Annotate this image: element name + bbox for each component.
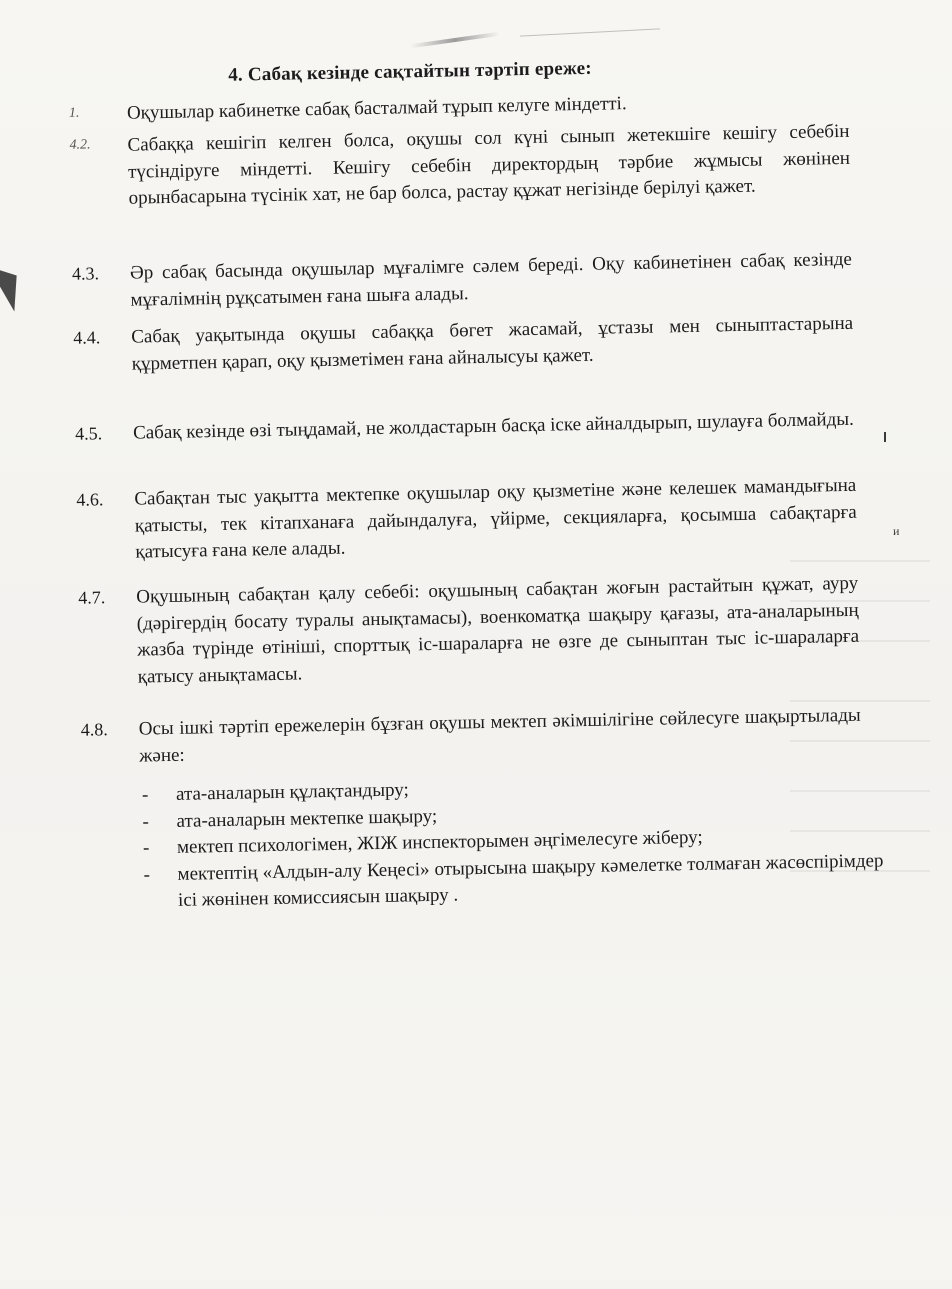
bullet-dash: - <box>142 837 150 859</box>
list-item <box>69 119 850 214</box>
bullet-dash: - <box>141 784 149 806</box>
item-number: 1. <box>68 105 80 121</box>
list-item <box>75 407 855 449</box>
sub-item-text: ата-аналарын құлақтандыру; <box>175 779 409 805</box>
item-text: Сабақтан тыс уақытта мектепке оқушылар оқу қызметіне және келешек мамандығына қатысты, тек кітапханаға дайындалуға, үйірме, секцияларға, қосымша сабақтарға қатысуға ғана келе алады. <box>134 474 857 563</box>
item-text: Оқушының сабақтан қалу себебі: оқушының сабақтан жоғын растайтын құжат, ауру (дәрігердің босату туралы анықтамасы), военкоматқа шақыру қағазы, ата-аналарының жазба түрінде өтініші, спорттық іс-шараларға не өзге де сыныптан тыс іс-шараларға қатысу анықтамасы. <box>136 572 860 688</box>
item-text: Сабақ кезінде өзі тыңдамай, не жолдастарын басқа іске айналдырып, шулауға болмайды. <box>132 408 854 444</box>
sub-list <box>142 768 884 915</box>
item-number: 4.2. <box>69 137 91 153</box>
list-item <box>78 571 860 692</box>
item-number: 4.4. <box>73 327 101 348</box>
list-item <box>81 703 862 771</box>
item-number: 4.6. <box>76 489 104 510</box>
item-text: Сабаққа кешігіп келген болса, оқушы сол күні сынып жетекшіге кешігу себебін түсіндіруге міндетті. Кешігу себебін директордың тәрбие жұмысы жөнінен орынбасарына түсінік хат, не бар болса, растау құжат негізінде берілуі қажет. <box>127 120 851 209</box>
bullet-dash: - <box>143 864 151 886</box>
list-item <box>73 311 854 379</box>
stray-mark: и <box>893 524 900 538</box>
section-heading: 4. Сабақ кезінде сақтайтын тәртіп ереже: <box>228 57 592 86</box>
list-item <box>72 247 853 315</box>
bullet-dash: - <box>142 811 150 833</box>
item-text: Осы ішкі тәртіп ережелерін бұзған оқушы мектеп әкімшілігіне сөйлесуге шақыртылады және: <box>138 704 861 767</box>
list-item <box>76 473 857 568</box>
item-number: 4.3. <box>71 263 100 284</box>
sub-item-text: мектеп психологімен, ЖІЖ инспекторымен әңгімелесуге жіберу; <box>176 826 703 859</box>
sub-item-text: ата-аналарын мектепке шақыру; <box>176 805 438 832</box>
item-number: 4.7. <box>78 587 106 608</box>
item-number: 4.5. <box>74 423 103 444</box>
item-number: 4.8. <box>80 719 108 740</box>
item-text: Оқушылар кабинетке сабақ басталмай тұрып келуге міндетті. <box>126 93 627 124</box>
item-text: Сабақ уақытында оқушы сабаққа бөгет жасамай, ұстазы мен сыныптастарына құрметпен қарап, оқу қызметімен ғана айналысуы қажет. <box>131 312 854 375</box>
sub-item-text: мектептің «Алдын-алу Кеңесі» отырысына шақыру кәмелетке толмаған жасөспірімдер ісі жөнінен комиссиясын шақыру . <box>177 850 884 912</box>
item-text: Әр сабақ басында оқушылар мұғалімге сәлем береді. Оқу кабинетінен сабақ кезінде мұғалімнің рұқсатымен ғана шыға алады. <box>129 248 853 311</box>
